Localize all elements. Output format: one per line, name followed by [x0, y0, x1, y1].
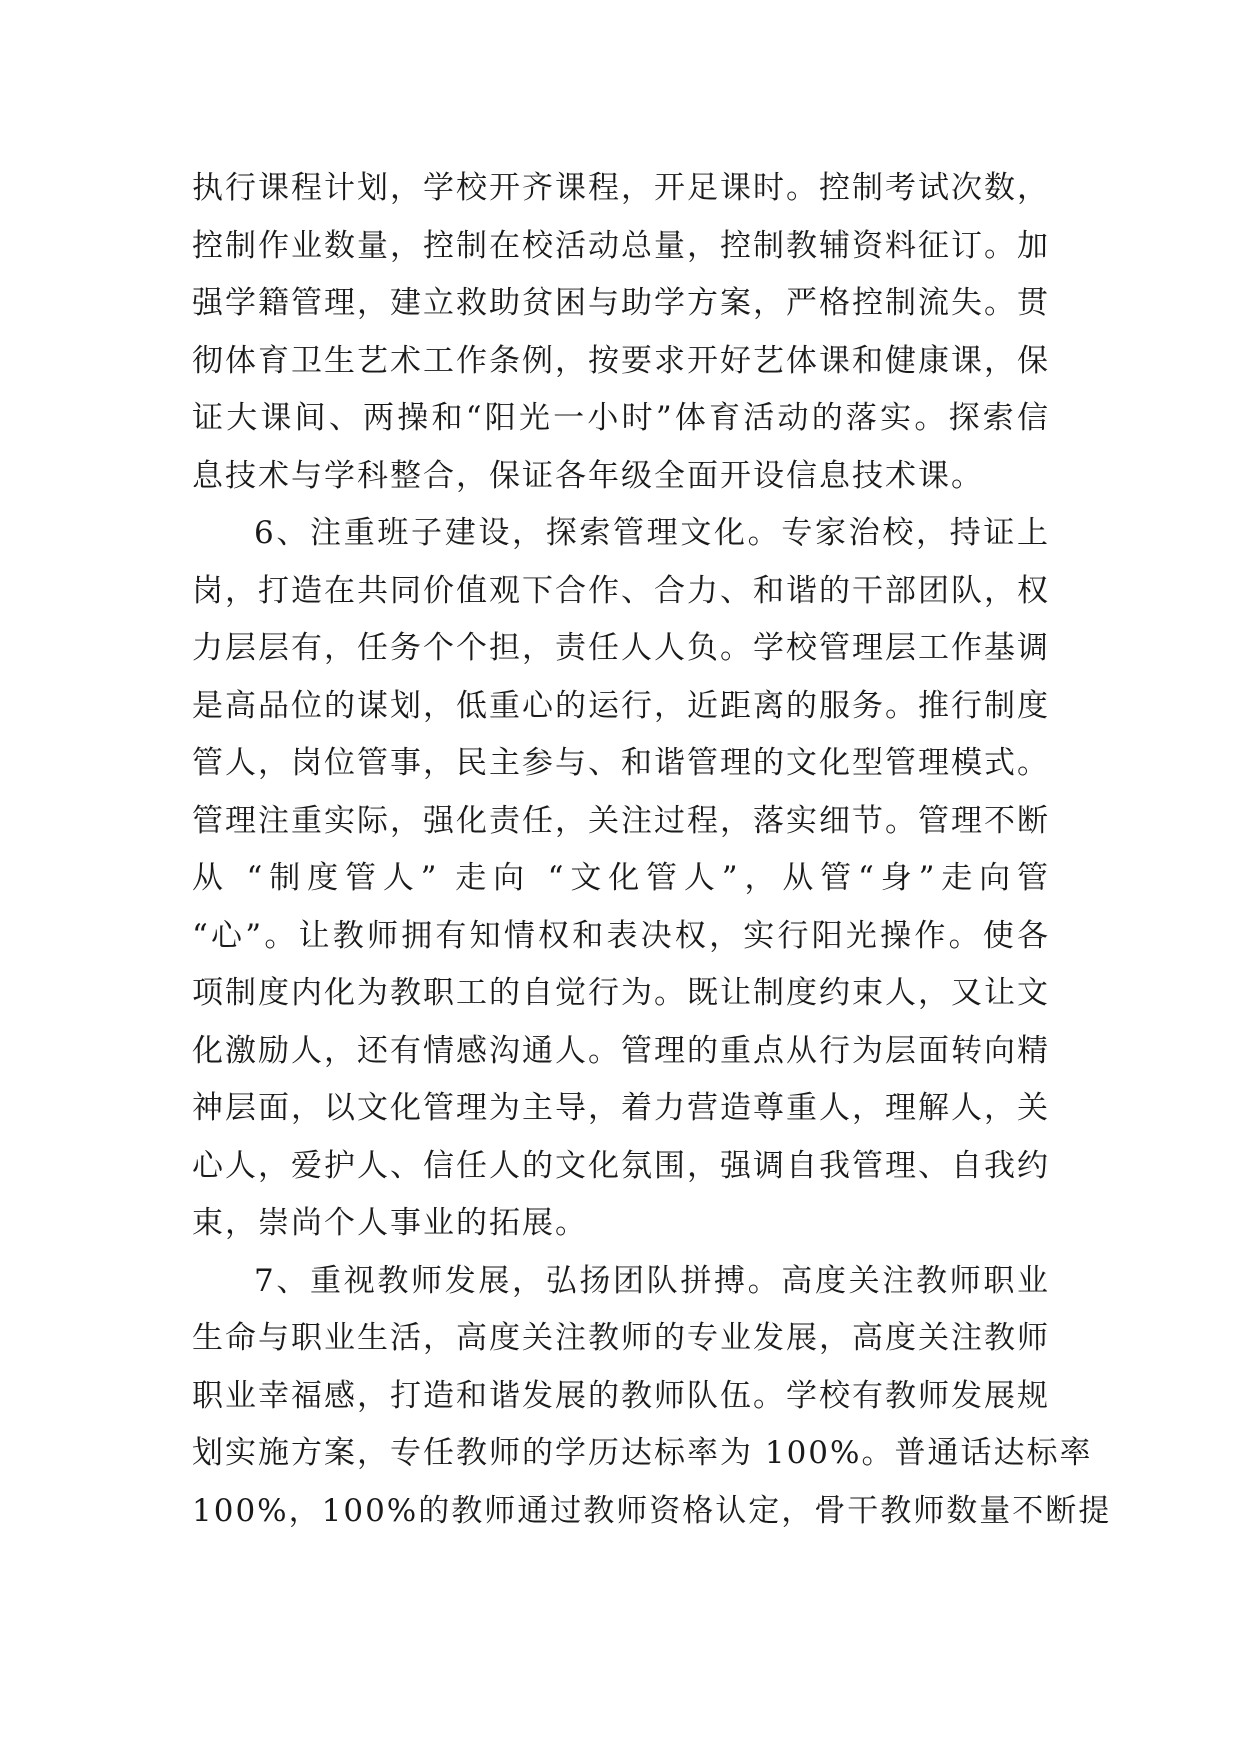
text-line: 从 “制度管人” 走向 “文化管人”，从管“身”走向管	[192, 860, 1050, 896]
text-line: 化激励人，还有情感沟通人。管理的重点从行为层面转向精	[192, 1032, 1050, 1069]
text-line: 彻体育卫生艺术工作条例，按要求开好艺体课和健康课，保	[192, 342, 1050, 379]
text-line: 划实施方案，专任教师的学历达标率为 100%。普通话达标率	[192, 1435, 1093, 1471]
text-line: 力层层有，任务个个担，责任人人负。学校管理层工作基调	[192, 630, 1050, 666]
text-line: 是高品位的谋划，低重心的运行，近距离的服务。推行制度	[192, 687, 1050, 724]
text-line: 强学籍管理，建立救助贫困与助学方案，严格控制流失。贯	[192, 285, 1050, 321]
text-line: 管理注重实际，强化责任，关注过程，落实细节。管理不断	[192, 802, 1050, 839]
text-line: 100%，100%的教师通过教师资格认定，骨干教师数量不断提	[192, 1492, 1112, 1529]
text-line: 岗，打造在共同价值观下合作、合力、和谐的干部团队，权	[192, 572, 1050, 609]
text-line: 神层面，以文化管理为主导，着力营造尊重人，理解人，关	[192, 1090, 1050, 1126]
text-line: 证大课间、两操和“阳光一小时”体育活动的落实。探索信	[192, 400, 1050, 436]
text-line: 管人，岗位管事，民主参与、和谐管理的文化型管理模式。	[192, 745, 1050, 781]
paragraph-7-first-line: 7、重视教师发展，弘扬团队拼搏。高度关注教师职业	[254, 1262, 1050, 1299]
text-line: 项制度内化为教职工的自觉行为。既让制度约束人，又让文	[192, 975, 1050, 1011]
text-line: 控制作业数量，控制在校活动总量，控制教辅资料征订。加	[192, 227, 1050, 264]
text-line: 执行课程计划，学校开齐课程，开足课时。控制考试次数，	[192, 170, 1050, 206]
text-line: 心人，爱护人、信任人的文化氛围，强调自我管理、自我约	[192, 1147, 1050, 1184]
text-line: 息技术与学科整合，保证各年级全面开设信息技术课。	[192, 457, 984, 494]
text-line: 束，崇尚个人事业的拓展。	[192, 1205, 588, 1241]
text-line: 职业幸福感，打造和谐发展的教师队伍。学校有教师发展规	[192, 1377, 1050, 1414]
paragraph-6-first-line: 6、注重班子建设，探索管理文化。专家治校，持证上	[254, 515, 1050, 551]
body-text	[192, 160, 1112, 1540]
text-line: “心”。让教师拥有知情权和表决权，实行阳光操作。使各	[192, 917, 1050, 954]
text-line: 生命与职业生活，高度关注教师的专业发展，高度关注教师	[192, 1320, 1050, 1356]
